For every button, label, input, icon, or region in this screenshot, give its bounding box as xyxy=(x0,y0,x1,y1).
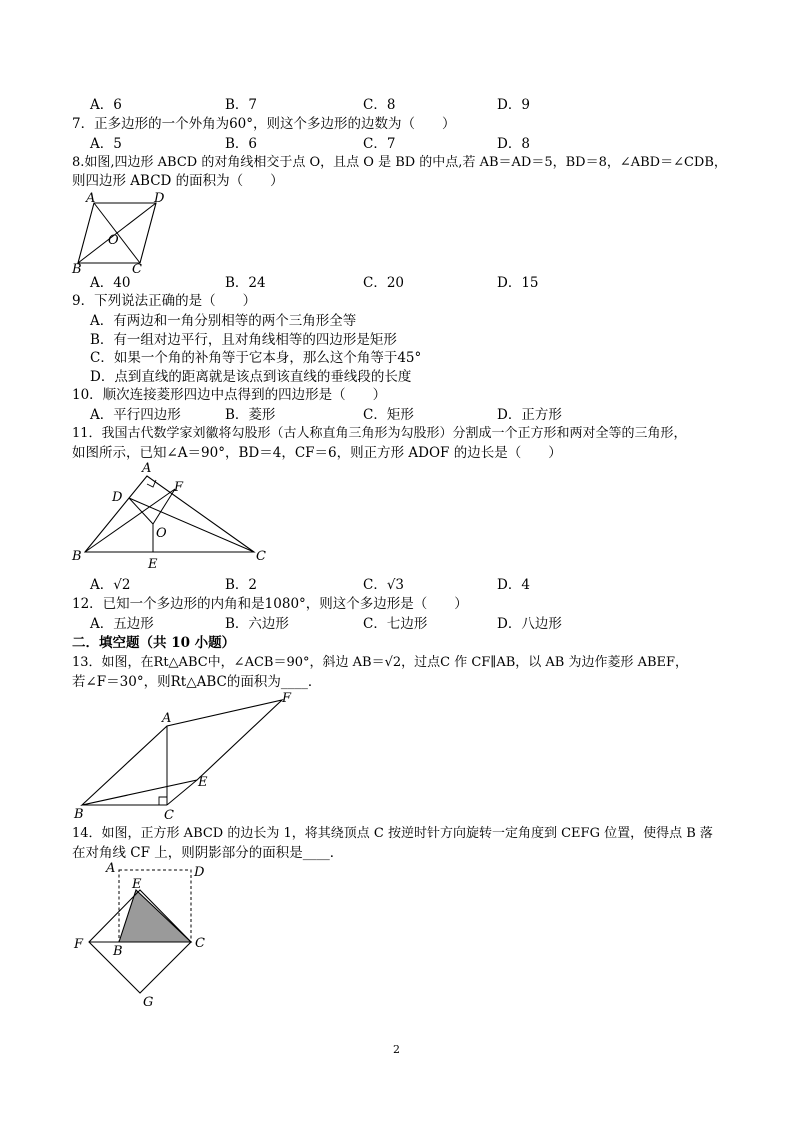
q8-option-c: C．20 xyxy=(363,275,405,291)
q13-label-f: F xyxy=(282,691,292,706)
q7-option-c: C．7 xyxy=(363,136,396,152)
q12-stem: 12．已知一个多边形的内角和是1080°，则这个多边形是（ ） xyxy=(72,596,468,612)
q8-label-b: B xyxy=(72,262,82,274)
section-heading-fill-in: 二．填空题（共 10 小题） xyxy=(72,635,236,651)
q12-option-a: A．五边形 xyxy=(90,616,154,632)
q9-choice-d: D．点到直线的距离就是该点到该直线的垂线段的长度 xyxy=(90,369,412,385)
q10-option-c: C．矩形 xyxy=(363,407,414,423)
q10-stem: 10．顺次连接菱形四边中点得到的四边形是（ ） xyxy=(72,387,387,403)
q12-option-c: C．七边形 xyxy=(363,616,428,632)
q11-option-d: D．4 xyxy=(497,577,530,593)
q14-label-a: A xyxy=(106,861,116,876)
q13-stem-line1: 13．如图，在Rt△ABC中，∠ACB＝90°，斜边 AB＝√2，过点C 作 CF∥AB，以 AB 为边作菱形 ABEF， xyxy=(72,655,689,670)
q6-option-b: B．7 xyxy=(225,97,258,113)
q8-label-o: O xyxy=(108,233,119,248)
q14-label-e: E xyxy=(132,877,142,892)
q12-option-d: D．八边形 xyxy=(497,616,562,632)
q7-option-b: B．6 xyxy=(225,136,258,152)
q8-option-b: B．24 xyxy=(225,275,266,291)
q13-stem-line2: 若∠F＝30°，则Rt△ABC的面积为____． xyxy=(72,674,322,690)
q14-label-f: F xyxy=(74,937,84,952)
q14-stem-line1: 14．如图，正方形 ABCD 的边长为 1，将其绕顶点 C 按逆时针方向旋转一定角度到 CEFG 位置，使得点 B 落 xyxy=(72,826,713,841)
q10-option-d: D．正方形 xyxy=(497,407,562,423)
q11-option-a: A．√2 xyxy=(90,577,131,593)
q8-option-a: A．40 xyxy=(90,275,131,291)
q14-label-g: G xyxy=(143,995,154,1010)
q8-label-d: D xyxy=(154,191,165,206)
q11-option-b: B．2 xyxy=(225,577,258,593)
q11-label-e: E xyxy=(148,557,158,572)
q11-label-a: A xyxy=(142,461,152,476)
q13-figure xyxy=(70,688,300,822)
q11-label-b: B xyxy=(72,549,82,564)
q8-figure xyxy=(68,188,178,274)
q13-label-e: E xyxy=(198,775,208,790)
q8-label-c: C xyxy=(132,262,142,274)
q8-option-d: D．15 xyxy=(497,275,539,291)
q10-option-b: B．菱形 xyxy=(225,407,276,423)
q7-option-d: D．8 xyxy=(497,136,530,152)
q9-choice-c: C．如果一个角的补角等于它本身，那么这个角等于45° xyxy=(90,350,422,366)
q14-label-d: D xyxy=(194,865,205,880)
q9-stem: 9．下列说法正确的是（ ） xyxy=(72,293,257,309)
q11-label-o: O xyxy=(156,526,167,541)
q12-option-b: B．六边形 xyxy=(225,616,289,632)
q10-option-a: A．平行四边形 xyxy=(90,407,181,423)
q6-option-c: C．8 xyxy=(363,97,396,113)
q8-stem-line2: 则四边形 ABCD 的面积为（ ） xyxy=(72,173,284,189)
q14-label-b: B xyxy=(113,944,123,959)
q14-label-c: C xyxy=(195,936,205,951)
q9-choice-a: A．有两边和一角分别相等的两个三角形全等 xyxy=(90,313,357,329)
q11-stem-line2: 如图所示，已知∠A＝90°，BD＝4，CF＝6，则正方形 ADOF 的边长是（ ） xyxy=(72,445,562,461)
q14-stem-line2: 在对角线 CF 上，则阴影部分的面积是____． xyxy=(72,845,344,861)
q13-label-c: C xyxy=(164,808,174,822)
q14-figure xyxy=(70,858,220,1010)
q9-choice-b: B．有一组对边平行，且对角线相等的四边形是矩形 xyxy=(90,332,397,348)
q11-figure xyxy=(68,460,278,572)
q6-option-a: A．6 xyxy=(90,97,122,113)
q8-label-a: A xyxy=(86,191,96,206)
q7-stem: 7．正多边形的一个外角为60°，则这个多边形的边数为（ ） xyxy=(72,116,456,132)
q11-stem-line1: 11．我国古代数学家刘徽将勾股形（古人称直角三角形为勾股形）分割成一个正方形和两对全等的三角形， xyxy=(72,426,687,441)
q11-label-d: D xyxy=(112,490,123,505)
q13-label-a: A xyxy=(162,711,172,726)
q11-option-c: C．√3 xyxy=(363,577,405,593)
q11-label-c: C xyxy=(256,549,266,564)
q7-option-a: A．5 xyxy=(90,136,122,152)
q8-stem-line1: 8.如图,四边形 ABCD 的对角线相交于点 O，且点 O 是 BD 的中点,若 AB＝AD＝5，BD＝8，∠ABD＝∠CDB， xyxy=(72,155,727,170)
q6-option-d: D．9 xyxy=(497,97,530,113)
q11-label-f: F xyxy=(174,480,184,495)
q13-label-b: B xyxy=(74,807,84,822)
page-number: 2 xyxy=(393,1043,400,1056)
